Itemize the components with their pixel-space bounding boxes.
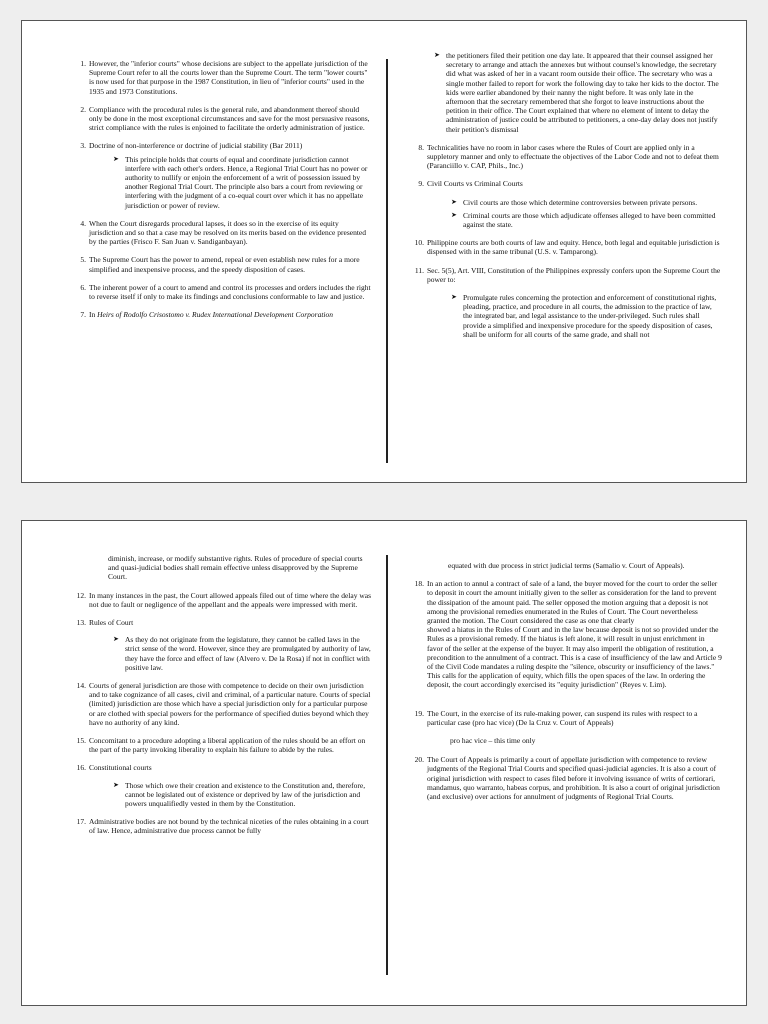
arrow-bullet-icon: ➤: [113, 780, 119, 789]
list-item: 8. Technicalities have no room in labor cases where the Rules of Court are applied only in a suppletory manner and only to effectuate the objectives of the Labor Code and not to defeat them (Paranciillo v. CAP, Phils., Inc.): [418, 142, 719, 171]
list-item: 1. However, the "inferior courts" whose decisions are subject to the appellate jurisdiction of the Supreme Court refer to all the courts lower than the Supreme Court. The term "lower courts" is now used for that purpose in the 1987 Constitution, in lieu of "inferior courts" used in the 1935 and 1973 Constitutions.: [80, 59, 368, 96]
sub-bullet: ➤ Those which owe their creation and existence to the Constitution and, therefore, cannot be legislated out of existence or deprived by law of the jurisdiction and powers unqualifiedly vested in them by the Constitution.: [113, 780, 366, 809]
document-page-1: [21, 20, 747, 483]
list-item: 15. Concomitant to a procedure adopting a liberal application of the rules should be an effort on the part of the party invoking liberality to explain his failure to abide by the rules.: [76, 736, 366, 755]
page1-right-column: [410, 51, 722, 348]
document-page-2: [21, 520, 747, 1006]
arrow-bullet-icon: ➤: [113, 154, 119, 163]
list-item: 4. When the Court disregards procedural lapses, it does so in the exercise of its equity jurisdiction and so that a case may be resolved on its merits based on the evidence presented by the parties (Frisco F. San Juan v. Sandiganbayan).: [80, 218, 366, 247]
list-item: 13. Rules of Court ➤ As they do not originate from the legislature, they cannot be called laws in the strict sense of the word. However, since they are promulgated by authority of law, they have the force and effect of law (Alvero v. De la Rosa) if not in conflict with positive law.: [76, 618, 371, 672]
arrow-bullet-icon: ➤: [451, 210, 457, 219]
column-divider: [386, 555, 388, 975]
list-item: 10. Philippine courts are both courts of law and equity. Hence, both legal and equitable jurisdiction is dispensed with in the same tribunal (U.S. v. Tamparong).: [414, 238, 720, 257]
note-text: pro hac vice – this time only: [450, 736, 536, 746]
sub-bullet: ➤ the petitioners filed their petition one day late. It appeared that their counsel assigned her secretary to arrange and attach the annexes but without counsel's knowledge, the secretary did what was asked of her in a vacant room outside their office. The secretary who was a single mother failed to report for work the following day to take her kids to the doctor. The kids were earlier abandoned by their nanny the night before. It was only late in the afternoon that the secretary remembered that she forgot to leave instructions about the petition in their office. The Court explained that where no element of intent to delay the administration of justice could be attributed to petitioners, a one-day delay does not justify their petition's dismissal: [434, 51, 719, 134]
page2-right-column: [410, 561, 722, 810]
sub-bullet: ➤ Civil courts are those which determine controversies between private persons.: [451, 197, 698, 207]
continued-text: diminish, increase, or modify substantive rights. Rules of procedure of special courts and quasi-judicial bodies shall remain effective unless disapproved by the Supreme Court.: [108, 554, 363, 582]
continued-text: equated with due process in strict judicial terms (Samalio v. Court of Appeals).: [448, 561, 685, 570]
list-item: 6. The inherent power of a court to amend and control its processes and orders includes the right to reverse itself if only to make its findings and conclusions conformable to law and justice.: [80, 282, 371, 302]
arrow-bullet-icon: ➤: [451, 293, 457, 302]
list-item: 7. In Heirs of Rodolfo Crisostomo v. Rudex International Development Corporation: [80, 310, 334, 320]
list-item: 19. The Court, in the exercise of its rule-making power, can suspend its rules with respect to a particular case (pro hac vice) (De la Cruz v. Court of Appeals): [414, 708, 698, 727]
sub-bullet: ➤ Promulgate rules concerning the protection and enforcement of constitutional rights, pleading, practice, and procedure in all courts, the admission to the practice of law, the integrated bar, and legal assistance to the under-privileged. Such rules shall provide a simplified and inexpensive procedure for the speedy disposition of cases, shall be uniform for all courts of the same grade, and shall not: [451, 293, 717, 339]
list-item: 11. Sec. 5(5), Art. VIII, Constitution of the Philippines expressly confers upon the Supreme Court the power to: ➤ Promulgate rules concerning the protection and enforcement of constitutional rights, pleading, practice, and procedure in all courts, the admission to the practice of law, the integrated bar, and legal assistance to the under-privileged. Such rules shall provide a simplified and inexpensive procedure for the speedy disposition of cases, shall be uniform for all courts of the same grade, and shall not: [414, 265, 721, 339]
arrow-bullet-icon: ➤: [113, 635, 119, 644]
sub-bullet: ➤ As they do not originate from the legislature, they cannot be called laws in the strict sense of the word. However, since they are promulgated by authority of law, they have the force and effect of law (Alvero v. De la Rosa) if not in conflict with positive law.: [113, 635, 371, 672]
list-item: 18. In an action to annul a contract of sale of a land, the buyer moved for the court to order the seller to deposit in court the amount initially given to the seller as consideration for the land to prevent the dissipation of the amount paid. The seller opposed the motion arguing that a deposit is not among the provisional remedies enumerated in the Rules of Court. The Court nevertheless granted the motion. The Court considered the case as one that clearly showed a hiatus in the Rules of Court and in the law because deposit is not so provided under the Rules as a provisional remedy. If the hiatus is left alone, it will result in unjust enrichment in favor of the seller at the expense of the buyer. It may also imperil the obligation of restitution, a precondition to the annulment of a contract. This is a case of insufficiency of the law and Article 9 of the Civil Code mandates a ruling despite the "silence, obscurity or insufficiency of the laws." This calls for the application of equity, which fills the open spaces of the law. In ordering the deposit, the court accordingly exercised its "equity jurisdiction" (Reyes v. Lim).: [414, 579, 722, 690]
sub-bullet: ➤ Criminal courts are those which adjudicate offenses alleged to have been committed against the state.: [451, 210, 716, 230]
list-item: 20. The Court of Appeals is primarily a court of appellate jurisdiction with competence to review judgments of the Regional Trial Courts and specified quasi-judicial agencies. It is also a court of original jurisdiction with respect to cases filed before it involving issuance of writs of certiorari, mandamus, quo warranto, habeas corpus, and prohibition. It is also a court of original jurisdiction (and exclusive) over actions for annulment of judgments of Regional Trial Courts.: [414, 755, 720, 802]
arrow-bullet-icon: ➤: [451, 197, 457, 206]
list-item: 3. Doctrine of non-interference or doctrine of judicial stability (Bar 2011) ➤ This principle holds that courts of equal and coordinate jurisdiction cannot interfere with each other's orders. Hence, a Regional Trial Court has no power or authority to nullify or enjoin the enforcement of a writ of possession issued by another Regional Trial Court. The principle also bars a court from reviewing or interfering with the judgment of a co-equal court over which it has no appellate jurisdiction or power of review.: [72, 141, 372, 209]
page1-left-column: [72, 59, 372, 328]
sub-bullet: ➤ This principle holds that courts of equal and coordinate jurisdiction cannot interfere with each other's orders. Hence, a Regional Trial Court has no power or authority to nullify or enjoin the enforcement of a writ of possession issued by another Regional Trial Court. The principle also bars a court from reviewing or interfering with the judgment of a co-equal court over which it has no appellate jurisdiction or power of review.: [113, 154, 368, 210]
list-item: 14. Courts of general jurisdiction are those with competence to decide on their own jurisdiction and to take cognizance of all cases, civil and criminal, of a particular nature. Courts of special (limited) jurisdiction are those which have a special jurisdiction only for a particular purpose or are clothed with special powers for the performance of specified duties beyond which they have no authority of any kind.: [76, 681, 371, 727]
list-item: 5. The Supreme Court has the power to amend, repeal or even establish new rules for a more simplified and inexpensive process, and the speedy disposition of cases.: [80, 255, 360, 274]
list-item: 16. Constitutional courts ➤ Those which owe their creation and existence to the Constitution and, therefore, cannot be legislated out of existence or deprived by law of the jurisdiction and powers unqualifiedly vested in them by the Constitution.: [72, 763, 372, 808]
arrow-bullet-icon: ➤: [434, 51, 440, 59]
list-item: 12. In many instances in the past, the Court allowed appeals filed out of time where the delay was not due to fault or negligence of the appellant and the appeals were impressed with merit.: [76, 590, 372, 609]
column-divider: [386, 59, 388, 463]
list-item: 2. Compliance with the procedural rules is the general rule, and abandonment thereof should only be done in the most exceptional circumstances and save for the most persuasive reasons, strict compliance with the rules is enjoined to facilitate the orderly administration of justice.: [80, 104, 370, 133]
list-item: 9. Civil Courts vs Criminal Courts ➤ Civil courts are those which determine controversies between private persons. ➤ Criminal courts are those which adjudicate offenses alleged to have been committed against the state.: [410, 179, 722, 229]
list-item: 17. Administrative bodies are not bound by the technical niceties of the rules obtaining in a court of law. Hence, administrative due process cannot be fully: [76, 817, 369, 836]
page2-left-column: [72, 554, 372, 845]
